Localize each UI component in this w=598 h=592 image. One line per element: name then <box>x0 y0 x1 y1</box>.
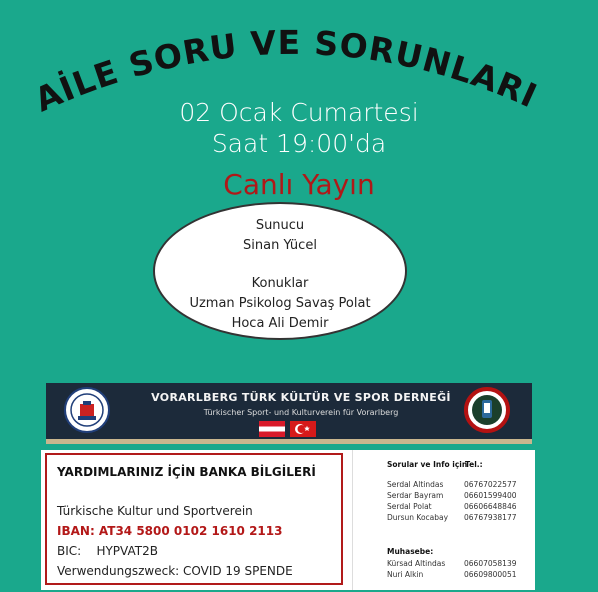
treasury-tel: 06609800051 <box>464 570 517 579</box>
contact-name: Dursun Kocabay <box>387 513 449 522</box>
guest-name: Uzman Psikolog Savaş Polat <box>189 296 371 311</box>
info-panel <box>41 450 535 590</box>
presenter-label: Sunucu <box>255 218 305 233</box>
treasury-name: Nuri Alkin <box>387 570 424 579</box>
contacts-header-label: Sorular ve Info için <box>387 460 468 469</box>
contact-name: Serdar Bayram <box>387 491 444 500</box>
presenter-name: Sinan Yücel <box>243 238 317 253</box>
banner-title: VORARLBERG TÜRK KÜLTÜR VE SPOR DERNEĞİ <box>151 391 451 404</box>
club-emblem-graphic <box>468 391 506 429</box>
bank-purpose: Verwendungszweck: COVID 19 SPENDE <box>57 564 293 578</box>
banner-stripe <box>46 439 532 444</box>
contact-tel: 06601599400 <box>464 491 517 500</box>
bank-bic: BIC: HYPVAT2B <box>57 544 158 558</box>
speakers-oval <box>153 202 407 340</box>
treasury-tel: 06607058139 <box>464 559 517 568</box>
contact-tel: 06767938177 <box>464 513 517 522</box>
bank-account-name: Türkische Kultur und Sportverein <box>57 504 253 518</box>
event-date: 02 Ocak Cumartesi <box>179 98 419 127</box>
guests-label: Konuklar <box>251 276 309 291</box>
event-title-textpath: AİLE SORU VE SORUNLARI <box>28 22 544 120</box>
event-time: Saat 19:00'da <box>211 129 387 158</box>
guest-name: Hoca Ali Demir <box>231 316 329 331</box>
turkey-flag-icon <box>290 421 316 437</box>
contact-tel: 06606648846 <box>464 502 517 511</box>
association-banner <box>46 383 532 439</box>
contacts-header-tel: Tel.: <box>465 460 483 469</box>
austria-flag-icon <box>259 421 285 437</box>
contacts-list <box>352 450 536 590</box>
club-emblem-icon <box>464 387 510 433</box>
contact-tel: 06767022577 <box>464 480 517 489</box>
banner-subtitle: Türkischer Sport- und Kulturverein für Vorarlberg <box>203 408 399 417</box>
treasury-name: Kürsad Altindas <box>387 559 446 568</box>
crescent-star-graphic <box>290 421 316 437</box>
bank-heading: YARDIMLARINIZ İÇİN BANKA BİLGİLERİ <box>57 465 316 479</box>
contact-name: Serdal Altindas <box>387 480 444 489</box>
federation-seal-graphic <box>66 389 108 431</box>
treasury-label: Muhasebe: <box>387 547 434 556</box>
live-broadcast-label: Canlı Yayın <box>223 168 375 201</box>
bank-info-box <box>45 453 343 585</box>
bank-iban: IBAN: AT34 5800 0102 1610 2113 <box>57 524 283 538</box>
contact-name: Serdal Polat <box>387 502 432 511</box>
federation-seal-icon <box>64 387 110 433</box>
